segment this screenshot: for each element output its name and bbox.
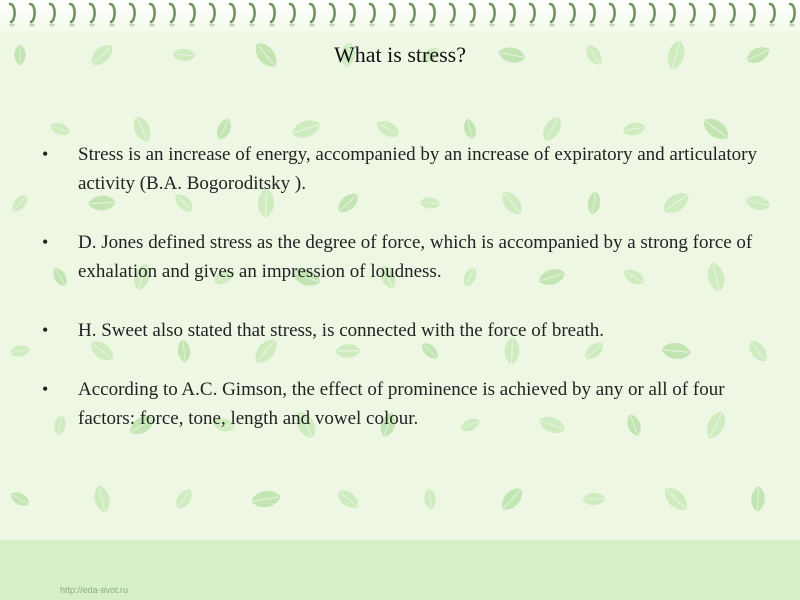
bullet-icon: • <box>42 320 49 340</box>
bullet-icon: • <box>42 232 49 252</box>
bullet-text: According to A.C. Gimson, the effect of prominence is achieved by any or all of four factors: force, tone, length and vowel colour. <box>78 379 725 429</box>
bullet-item <box>40 140 760 198</box>
slide-title: What is stress? <box>334 42 466 67</box>
footer-url: http://eda-avot.ru <box>60 585 129 595</box>
bullet-list <box>40 140 760 433</box>
bullet-text: H. Sweet also stated that stress, is connected with the force of breath. <box>78 320 605 341</box>
bullet-text: Stress is an increase of energy, accompanied by an increase of expiratory and articulatory activity (B.A. Bogoroditsky ). <box>78 144 757 194</box>
bullet-icon: • <box>42 144 49 164</box>
bullet-text: D. Jones defined stress as the degree of force, which is accompanied by a strong force of exhalation and gives an impression of loudness. <box>78 232 753 282</box>
bullet-icon: • <box>42 379 49 399</box>
bullet-item <box>40 228 760 286</box>
bullet-item <box>40 316 760 345</box>
bullet-item <box>40 375 760 433</box>
